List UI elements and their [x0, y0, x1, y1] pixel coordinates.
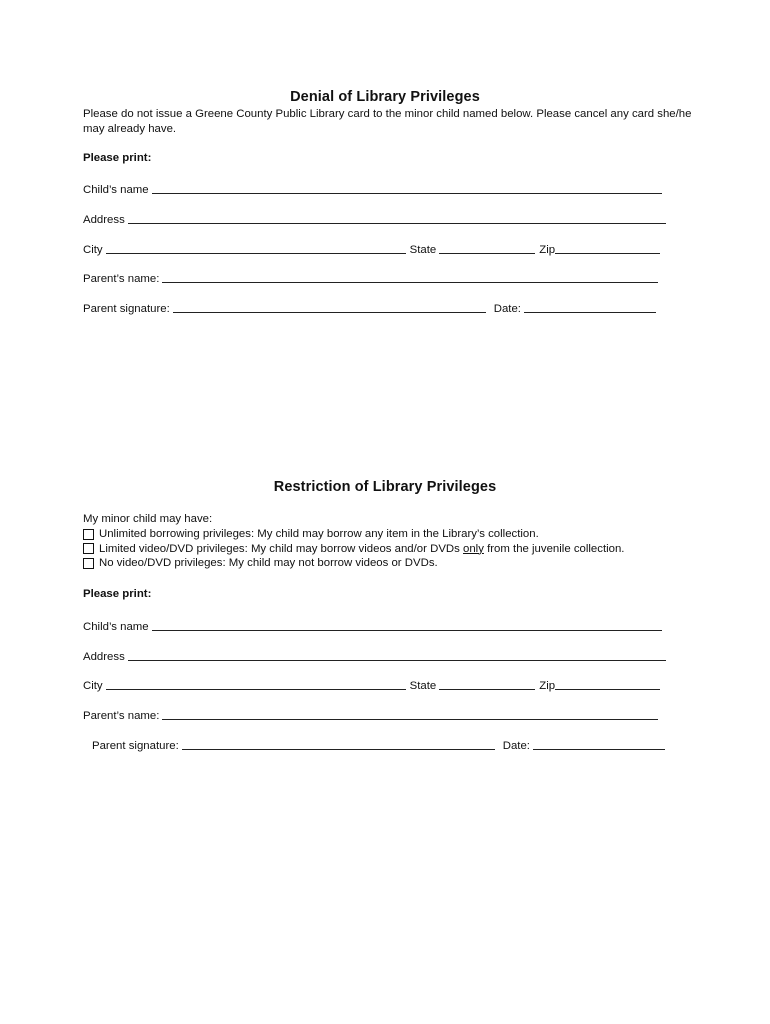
restriction-child-name-row: [83, 617, 662, 633]
option-none-text: No video/DVD privileges: My child may not borrow videos or DVDs.: [99, 557, 438, 570]
option-unlimited-text: Unlimited borrowing privileges: My child may borrow any item in the Library’s collection.: [99, 527, 539, 540]
restriction-state-label: State: [409, 680, 437, 692]
option-limited: [83, 542, 624, 557]
denial-child-name-field[interactable]: [152, 181, 662, 194]
denial-state-field[interactable]: [439, 241, 535, 254]
option-unlimited: [83, 527, 624, 542]
restriction-print-label: Please print:: [83, 588, 152, 600]
restriction-address-row: [83, 647, 666, 663]
restriction-state-field[interactable]: [439, 677, 535, 690]
denial-city-label: City: [83, 244, 103, 256]
denial-child-name-row: [83, 180, 662, 196]
restriction-zip-label: Zip: [539, 680, 556, 692]
denial-city-row: [83, 240, 660, 256]
denial-print-label: Please print:: [83, 152, 152, 164]
none-checkbox[interactable]: [83, 558, 94, 569]
denial-address-row: [83, 210, 666, 226]
limited-checkbox[interactable]: [83, 543, 94, 554]
denial-address-label: Address: [83, 214, 125, 226]
denial-parent-name-label: Parent’s name:: [83, 273, 160, 285]
denial-zip-label: Zip: [539, 244, 556, 256]
restriction-signature-row: [92, 736, 665, 752]
restriction-address-field[interactable]: [128, 648, 666, 661]
restriction-options: [83, 512, 624, 571]
restriction-child-name-label: Child’s name: [83, 621, 149, 633]
denial-child-name-label: Child’s name: [83, 184, 149, 196]
restriction-title: Restriction of Library Privileges: [273, 479, 497, 495]
restriction-signature-field[interactable]: [182, 737, 495, 750]
restriction-date-label: Date:: [502, 740, 530, 752]
restriction-signature-label: Parent signature:: [92, 740, 179, 752]
denial-parent-name-field[interactable]: [162, 270, 658, 283]
denial-date-field[interactable]: [524, 300, 656, 313]
restriction-city-row: [83, 676, 660, 692]
denial-title: Denial of Library Privileges: [290, 89, 480, 105]
restriction-city-label: City: [83, 680, 103, 692]
denial-date-label: Date:: [493, 303, 521, 315]
restriction-intro: My minor child may have:: [83, 513, 213, 525]
option-limited-text-before: Limited video/DVD privileges: My child may borrow videos and/or DVDs: [99, 542, 464, 555]
denial-intro: Please do not issue a Greene County Public Library card to the minor child named below. Please cancel any card she/he may already have.: [83, 108, 692, 135]
restriction-parent-name-label: Parent’s name:: [83, 710, 160, 722]
denial-signature-field[interactable]: [173, 300, 486, 313]
denial-parent-name-row: [83, 269, 658, 285]
option-none: [83, 556, 624, 571]
restriction-zip-field[interactable]: [555, 677, 660, 690]
option-limited-only: only: [463, 542, 484, 555]
denial-address-field[interactable]: [128, 211, 666, 224]
unlimited-checkbox[interactable]: [83, 529, 94, 540]
denial-city-field[interactable]: [106, 241, 406, 254]
restriction-city-field[interactable]: [106, 677, 406, 690]
restriction-date-field[interactable]: [533, 737, 665, 750]
restriction-address-label: Address: [83, 651, 125, 663]
denial-state-label: State: [409, 244, 437, 256]
denial-signature-label: Parent signature:: [83, 303, 170, 315]
restriction-parent-name-row: [83, 706, 658, 722]
restriction-child-name-field[interactable]: [152, 618, 662, 631]
option-limited-text-after: from the juvenile collection.: [483, 542, 625, 555]
denial-signature-row: [83, 299, 656, 315]
denial-zip-field[interactable]: [555, 241, 660, 254]
restriction-parent-name-field[interactable]: [162, 707, 658, 720]
